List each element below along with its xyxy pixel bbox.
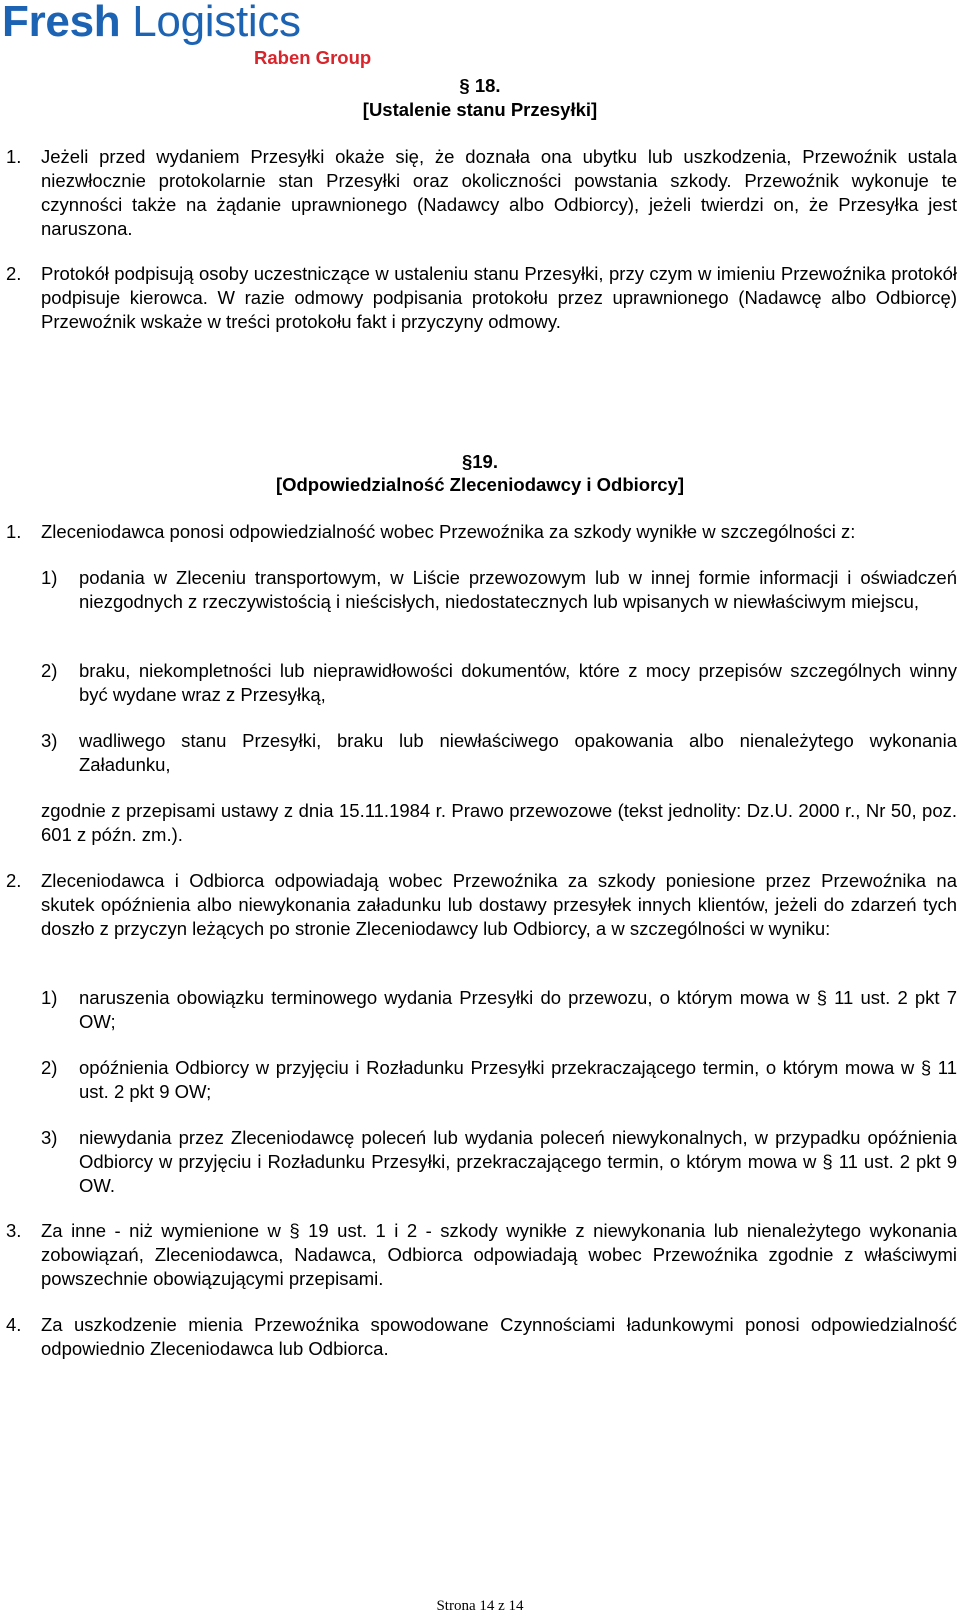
s19-p3-text: Za inne - niż wymienione w § 19 ust. 1 i 2 - szkody wynikłe z niewykonania lub nienależytego wykonania zobowiązań, Zleceniodawca, Nadawca, Odbiorca odpowiadają wobec Przewoźnika zgodnie z właściwymi powszechnie obowiązującymi przepisami. [41,1220,957,1289]
s19-p1-item2-text: braku, niekompletności lub nieprawidłowości dokumentów, które z mocy przepisów szczególnych winny być wydane wraz z Przesyłką, [79,660,957,705]
s19-p2-item1-text: naruszenia obowiązku terminowego wydania Przesyłki do przewozu, o którym mowa w § 11 ust. 2 pkt 7 OW; [79,987,957,1032]
s19-p1-item1-number: 1) [41,567,58,588]
s19-p1-closing: zgodnie z przepisami ustawy z dnia 15.11.1984 r. Prawo przewozowe (tekst jednolity: Dz.U. 2000 r., Nr 50, poz. 601 z późn. zm.). [41,800,957,845]
s19-p2-text: Zleceniodawca i Odbiorca odpowiadają wobec Przewoźnika za szkody poniesione przez Przewoźnika na skutek opóźnienia albo niewykonania załadunku lub dostawy przesyłek innych klientów, jeżeli do zdarzeń tych doszło z przyczyn leżących po stronie Zleceniodawcy lub Odbiorcy, a w szczególności w wyniku: [41,870,957,939]
s19-p1-text: Zleceniodawca ponosi odpowiedzialność wobec Przewoźnika za szkody wynikłe w szczególności z: [41,521,856,542]
section-19-number: §19. [461,451,498,472]
s18-p2-number: 2. [6,263,22,284]
s19-p2-item1-number: 1) [41,987,58,1008]
company-logo [2,0,382,72]
logo-logistics: Logistics [120,0,301,46]
s19-p3-number: 3. [6,1220,22,1241]
s19-p1-item3-text: wadliwego stanu Przesyłki, braku lub niewłaściwego opakowania albo nienależytego wykonania Załadunku, [79,730,957,775]
s19-p1-item3-number: 3) [41,730,58,751]
s19-p2-item3-text: niewydania przez Zleceniodawcę poleceń lub wydania poleceń niewykonalnych, w przypadku opóźnienia Odbiorcy w przyjęciu i Rozładunku Przesyłki, przekraczającego termin, o którym mowa w § 11 ust. 2 pkt 9 OW. [79,1127,957,1196]
s19-p2-number: 2. [6,870,22,891]
s19-p4-number: 4. [6,1314,22,1335]
logo-fresh: Fresh [2,0,121,46]
logo-group: Raben Group [254,47,372,68]
page-number: Strona 14 z 14 [436,1598,524,1614]
s19-p4-text: Za uszkodzenie mienia Przewoźnika spowodowane Czynnościami ładunkowymi ponosi odpowiedzialność odpowiednio Zleceniodawca lub Odbiorca. [41,1314,957,1359]
s18-p1-number: 1. [6,146,22,167]
s19-p1-number: 1. [6,521,22,542]
s19-p1-item2-number: 2) [41,660,58,681]
s18-p2-text: Protokół podpisują osoby uczestniczące w ustaleniu stanu Przesyłki, przy czym w imieniu Przewoźnika protokół podpisuje kierowca. W razie odmowy podpisania protokołu przez uprawnionego (Nadawcę albo Odbiorcę) Przewoźnik wskaże w treści protokołu fakt i przyczyny odmowy. [41,263,957,332]
section-18-title: [Ustalenie stanu Przesyłki] [362,99,598,120]
section-19-title: [Odpowiedzialność Zleceniodawcy i Odbiorcy] [275,474,685,495]
s18-p1-text: Jeżeli przed wydaniem Przesyłki okaże się, że doznała ona ubytku lub uszkodzenia, Przewoźnik ustala niezwłocznie protokolarnie stan Przesyłki oraz okoliczności powstania szkody. Przewoźnik wykonuje te czynności także na żądanie uprawnionego (Nadawcy albo Odbiorcy), jeżeli twierdzi on, że Przesyłka jest naruszona. [41,146,957,239]
logo-wordmark [2,0,301,48]
s19-p1-item1-text: podania w Zleceniu transportowym, w Liście przewozowym lub w innej formie informacji i oświadczeń niezgodnych z rzeczywistością i nieścisłych, niedostatecznych lub wpisanych w niewłaściwym miejscu, [79,567,957,612]
s19-p2-item2-number: 2) [41,1057,58,1078]
section-18-number: § 18. [459,75,501,96]
s19-p2-item3-number: 3) [41,1127,58,1148]
s19-p2-item2-text: opóźnienia Odbiorcy w przyjęciu i Rozładunku Przesyłki przekraczającego termin, o którym mowa w § 11 ust. 2 pkt 9 OW; [79,1057,957,1102]
